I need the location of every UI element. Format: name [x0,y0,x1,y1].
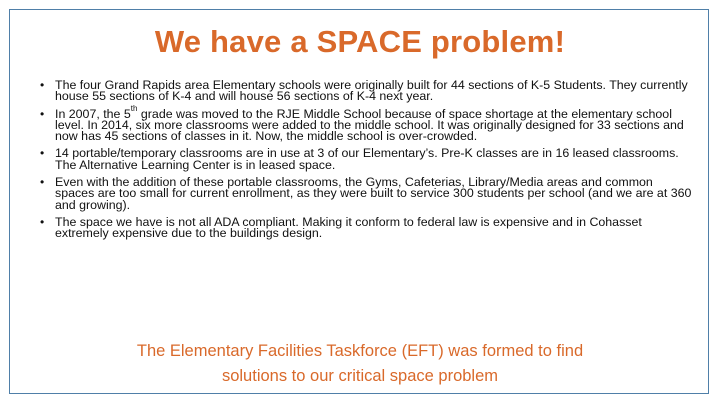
footer-line-2: solutions to our critical space problem [221,367,499,385]
bullet-icon: • [40,78,45,92]
slide-title: We have a SPACE problem! [154,24,566,59]
bullet-text: Even with the addition of these portable classrooms, the Gyms, Cafeterias, Library/Media areas and common spaces are too small for current enrollment, as they were built to service 300 students per school (and we are at 360 and growing). [55,175,692,212]
footer-statement [0,339,720,389]
bullet-item-3 [40,148,692,171]
bullet-text: The space we have is not all ADA compliant. Making it conform to federal law is expensive and in Cohasset extremely expensive due to the buildings design. [55,214,642,241]
bullet-text: The four Grand Rapids area Elementary schools were originally built for 44 sections of K-5 Students. They currently house 55 sections of K-4 and will house 56 sections of K-4 next year. [55,78,688,104]
bullet-text-end: grade was moved to the RJE Middle School because of space shortage at the elementary school level. In 2014, six more classrooms were added to the middle school. It was originally designed for 33 sections and now has 45 sections of classes in it. Now, the middle school is over-crowded. [55,106,684,144]
bullet-text: 14 portable/temporary classrooms are in use at 3 of our Elementary’s. Pre-K classes are in 16 leased classrooms. The Alternative Learning Center is in leased space. [55,146,679,172]
bullet-item-5 [40,214,692,241]
bullet-text-start: In 2007, the 5 [55,106,131,121]
bullet-list [40,80,692,246]
bullet-item-4 [40,177,692,211]
bullet-icon: • [40,214,45,229]
bullet-item-1 [40,80,692,103]
bullet-icon: • [40,146,45,161]
footer-line-1: The Elementary Facilities Taskforce (EFT) was formed to find [136,342,584,360]
bullet-icon: • [40,106,45,121]
ordinal-superscript: th [130,104,138,114]
bullet-icon: • [40,175,45,190]
bullet-item-2 [40,104,692,144]
